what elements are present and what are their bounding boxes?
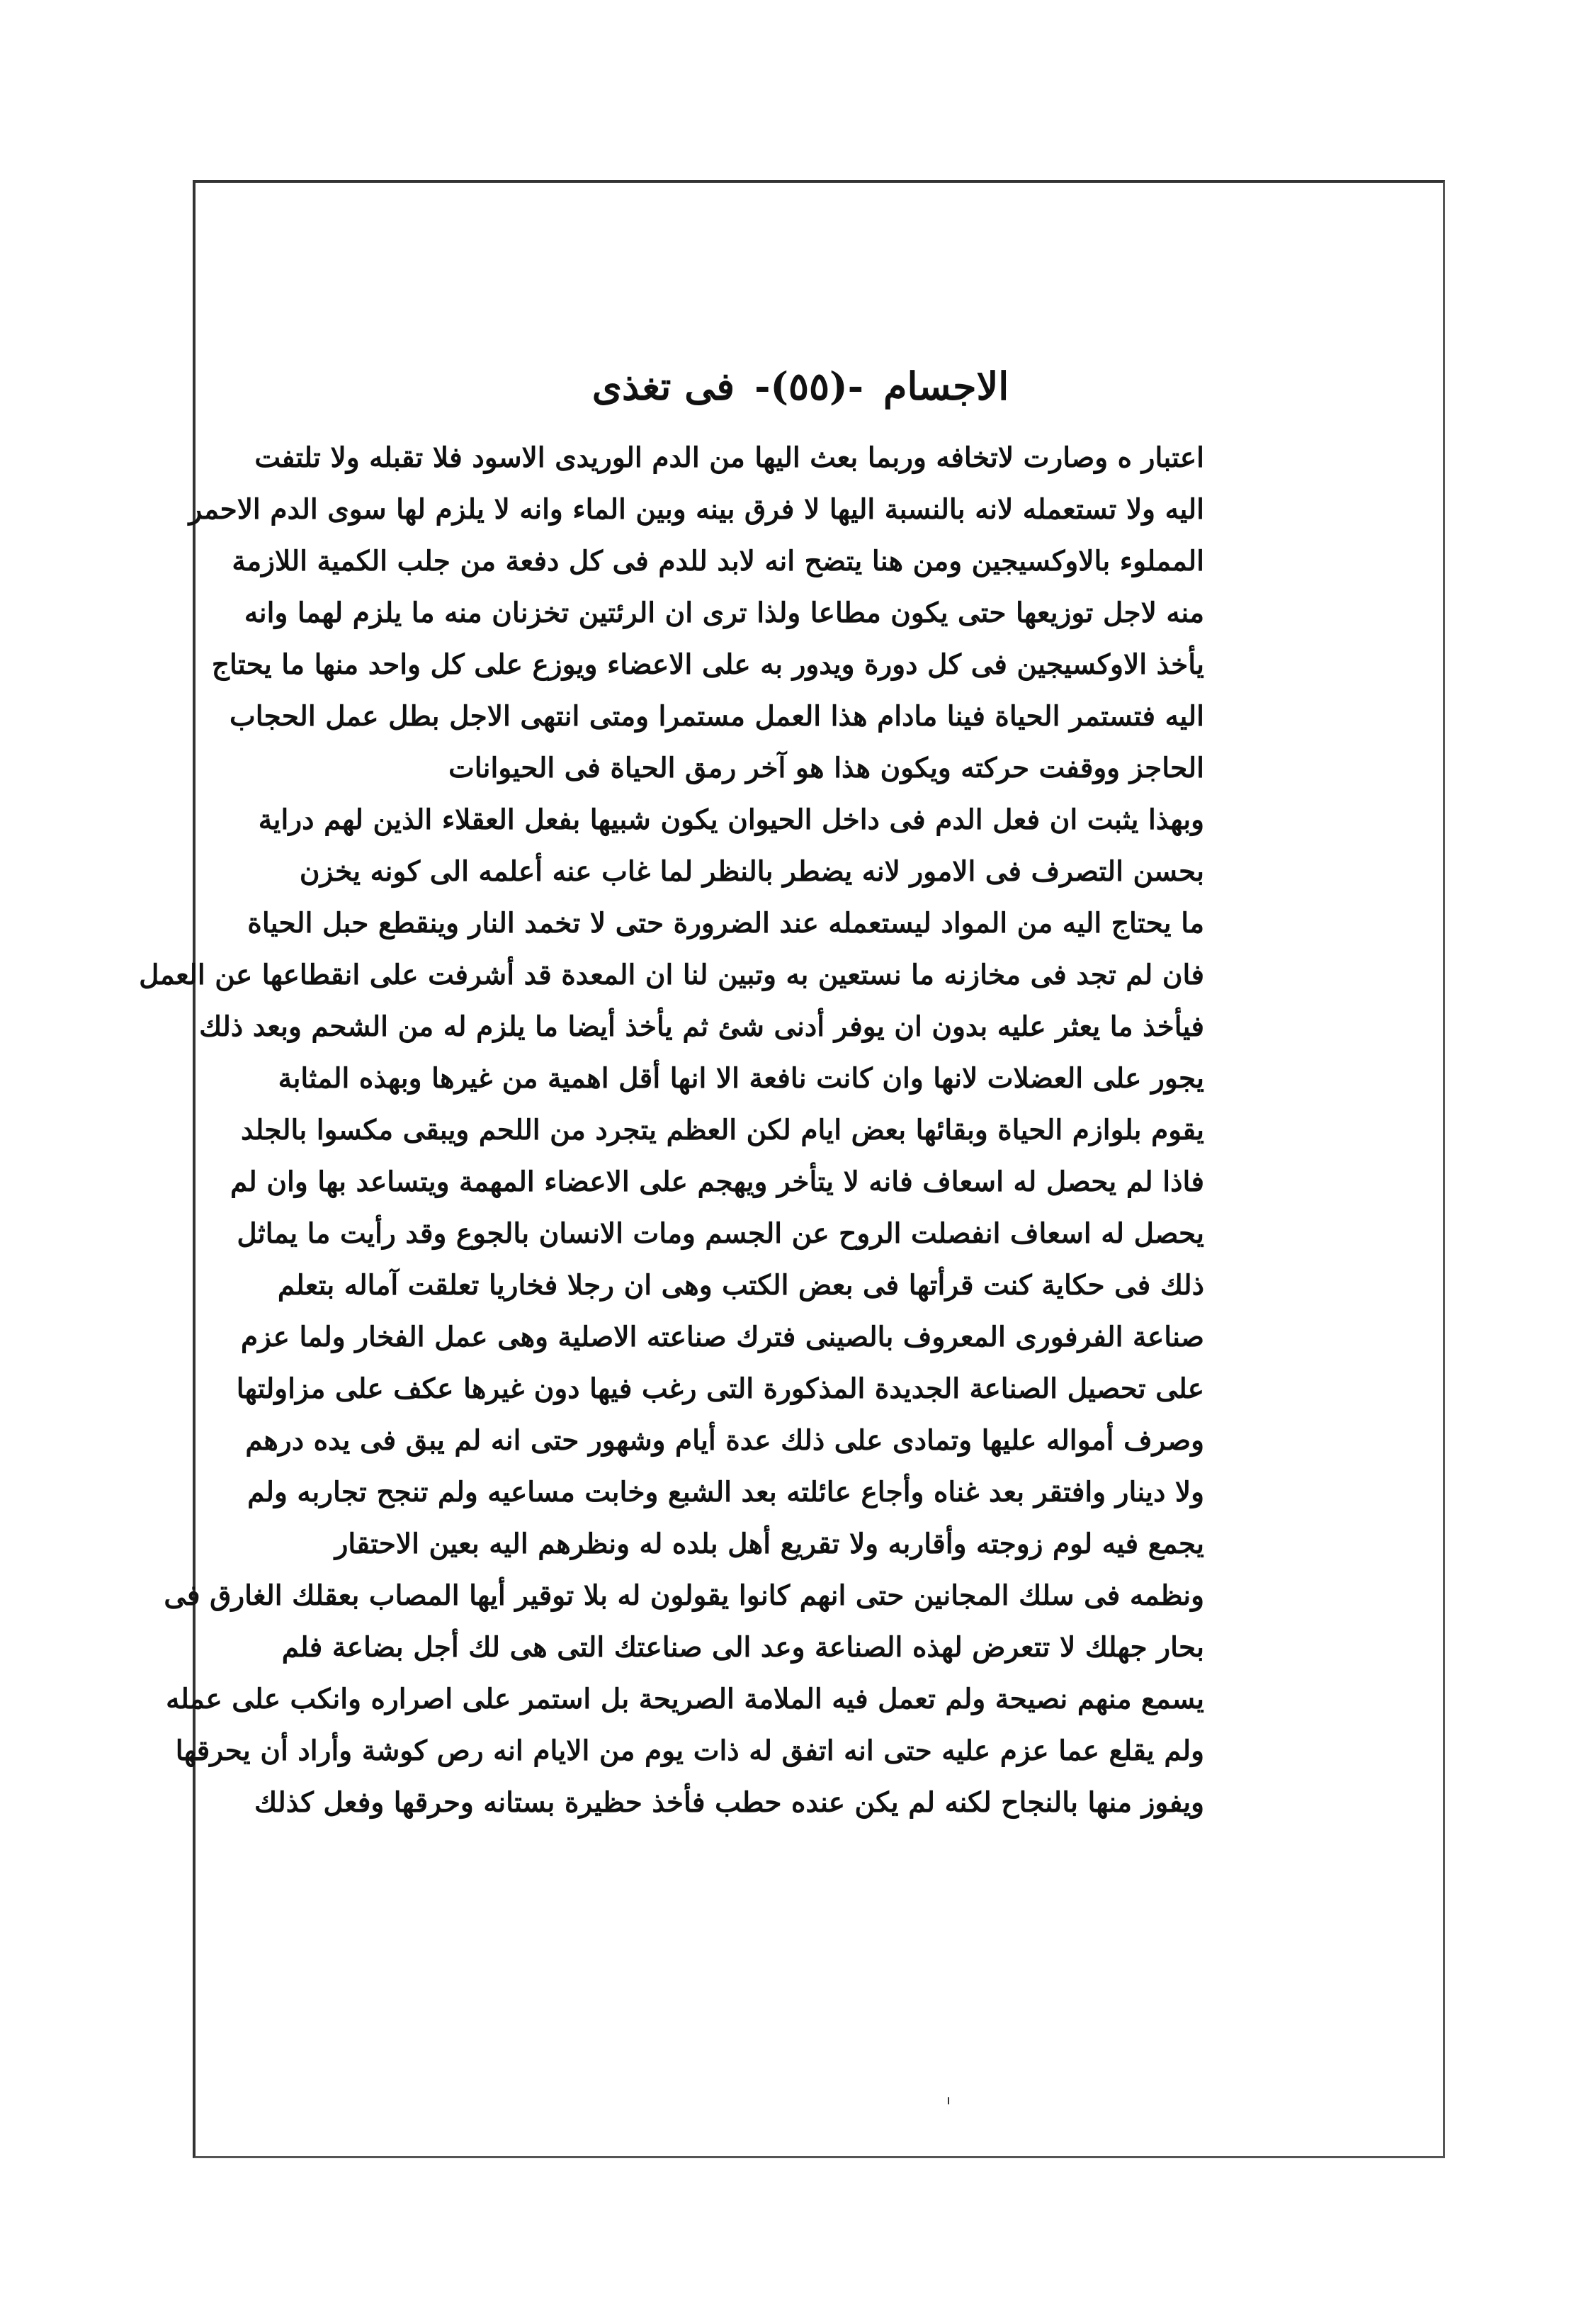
text-line: اليه ولا تستعمله لانه بالنسبة اليها لا فرق بينه وبين الماء وانه لا يلزم لها سوى الدم الاحمر [188,493,1204,526]
text-line: منه لاجل توزيعها حتى يكون مطاعا ولذا ترى ان الرئتين تخزنان منه ما يلزم لهما وانه [244,597,1204,629]
text-line: اليه فتستمر الحياة فينا مادام هذا العمل مستمرا ومتى انتهى الاجل بطل عمل الحجاب [229,700,1204,733]
text-line: يأخذ الاوكسيجين فى كل دورة ويدور به على الاعضاء ويوزع على كل واحد منها ما يحتاج [211,648,1204,681]
text-line: يحصل له اسعاف انفصلت الروح عن الجسم ومات الانسان بالجوع وقد رأيت ما يماثل [237,1217,1204,1250]
text-line: ولا دينار وافتقر بعد غناه وأجاع عائلته بعد الشبع وخابت مساعيه ولم تنجح تجاربه ولم [247,1476,1204,1508]
text-line: ونظمه فى سلك المجانين حتى انهم كانوا يقولون له بلا توقير أيها المصاب بعقلك الغارق فى [164,1579,1204,1612]
text-line: يجمع فيه لوم زوجته وأقاربه ولا تقريع أهل بلده له ونظرهم اليه بعين الاحتقار [334,1528,1204,1560]
text-line: وبهذا يثبت ان فعل الدم فى داخل الحيوان يكون شبيها بفعل العقلاء الذين لهم دراية [258,803,1204,836]
document-page [139,347,1204,2034]
text-line: الحاجز ووقفت حركته ويكون هذا هو آخر رمق الحياة فى الحيوانات [448,752,1204,784]
text-line: على تحصيل الصناعة الجديدة المذكورة التى رغب فيها دون غيرها عكف على مزاولتها [236,1372,1204,1405]
text-line: وصرف أمواله عليها وتمادى على ذلك عدة أيام وشهور حتى انه لم يبق فى يده درهم [245,1424,1204,1457]
text-line: فان لم تجد فى مخازنه ما نستعين به وتبين لنا ان المعدة قد أشرفت على انقطاعها عن العمل [139,959,1204,991]
text-line: صناعة الفرفورى المعروف بالصينى فترك صناعته الاصلية وهى عمل الفخار ولما عزم [240,1321,1204,1353]
header-left: فى تغذى [591,363,735,409]
text-line: ما يحتاج اليه من المواد ليستعمله عند الضرورة حتى لا تخمد النار وينقطع حبل الحياة [247,907,1204,940]
text-line: يقوم بلوازم الحياة وبقائها بعض ايام لكن العظم يتجرد من اللحم ويبقى مكسوا بالجلد [241,1114,1204,1146]
text-line: يسمع منهم نصيحة ولم تعمل فيه الملامة الصريحة بل استمر على اصراره وانكب على عمله [166,1683,1204,1715]
text-line: ذلك فى حكاية كنت قرأتها فى بعض الكتب وهى ان رجلا فخاريا تعلقت آماله بتعلم [277,1269,1204,1302]
text-line: بحسن التصرف فى الامور لانه يضطر بالنظر لما غاب عنه أعلمه الى كونه يخزن [299,855,1204,888]
text-line: المملوء بالاوكسيجين ومن هنا يتضح انه لابد للدم فى كل دفعة من جلب الكمية اللازمة [232,545,1204,577]
text-line: ولم يقلع عما عزم عليه حتى انه اتفق له ذات يوم من الايام انه رص كوشة وأراد أن يحرقها [175,1734,1204,1767]
text-line: فيأخذ ما يعثر عليه بدون ان يوفر أدنى شئ ثم يأخذ أيضا ما يلزم له من الشحم وبعد ذلك [199,1010,1204,1043]
text-line: يجور على العضلات لانها وان كانت نافعة الا انها أقل اهمية من غيرها وبهذه المثابة [278,1062,1204,1095]
header-right: الاجسام [883,363,1009,409]
body-text [139,432,1204,1829]
bottom-tick-mark [948,2097,949,2104]
text-line: فاذا لم يحصل له اسعاف فانه لا يتأخر ويهجم على الاعضاء المهمة ويتساعد بها وان لم [230,1166,1204,1198]
text-line: بحار جهلك لا تتعرض لهذه الصناعة وعد الى صناعتك التى هى لك أجل بضاعة فلم [281,1631,1204,1664]
running-header [397,347,1204,425]
text-line: ويفوز منها بالنجاح لكنه لم يكن عنده حطب فأخذ حظيرة بستانه وحرقها وفعل كذلك [254,1786,1204,1819]
text-line: اعتبار ه وصارت لاتخافه وربما بعث اليها من الدم الوريدى الاسود فلا تقبله ولا تلتفت [254,441,1204,474]
page-number: -(٥٥)- [754,363,864,409]
